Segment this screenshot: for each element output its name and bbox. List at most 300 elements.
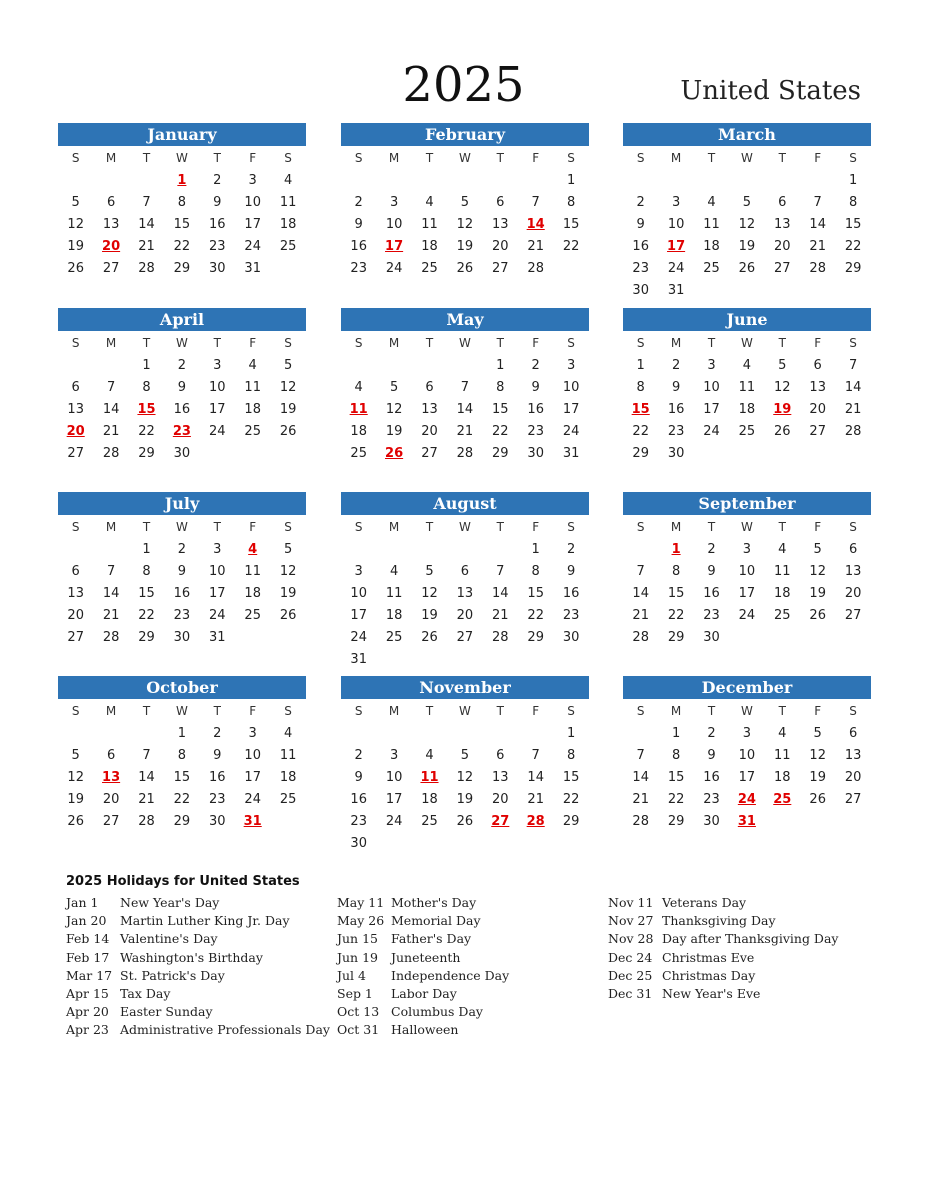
month-december [623, 676, 871, 833]
calendar-day: 6 [106, 195, 116, 210]
calendar-day: 4 [778, 726, 787, 741]
calendar-day: 25 [738, 424, 756, 439]
calendar-day: 31 [667, 283, 685, 298]
holiday-entry-date: Apr 15 [66, 985, 109, 1001]
calendar-day: 12 [774, 380, 791, 395]
calendar-day: 19 [738, 239, 756, 254]
calendar-day: 5 [71, 748, 80, 763]
calendar-day: 28 [527, 261, 544, 276]
week-row [623, 258, 871, 280]
calendar-day: 7 [142, 195, 151, 210]
holiday-entry-date: Jul 4 [337, 967, 366, 983]
calendar-day: 20 [774, 239, 791, 254]
weekday-label: S [636, 704, 645, 718]
calendar-day: 3 [213, 358, 222, 373]
weekday-label: S [71, 520, 80, 534]
calendar-day: 13 [456, 586, 474, 601]
calendar-day: 2 [213, 173, 222, 188]
holiday-entry-date: Jan 1 [66, 895, 99, 910]
calendar-day: 10 [244, 195, 261, 210]
calendar-day: 24 [244, 792, 261, 807]
week-row [341, 583, 589, 605]
calendar-day: 8 [636, 380, 645, 395]
calendar-day: 28 [632, 814, 649, 829]
week-row [58, 767, 306, 789]
weekday-label: M [388, 336, 400, 350]
calendar-day: 3 [354, 564, 363, 579]
calendar-day: 23 [632, 261, 649, 276]
calendar-day: 8 [142, 564, 151, 579]
holiday-entry-date: Oct 13 [337, 1004, 380, 1020]
week-row [623, 280, 871, 302]
calendar-day: 1 [142, 358, 151, 373]
calendar-day: 6 [496, 195, 505, 210]
calendar-day: 16 [209, 217, 226, 232]
weekday-label: S [284, 520, 292, 534]
calendar-day: 22 [527, 608, 544, 623]
holiday-date: 11 [349, 402, 368, 417]
weekday-label: S [71, 704, 80, 718]
calendar-day: 23 [350, 261, 367, 276]
calendar-day: 19 [279, 586, 297, 601]
calendar-day: 10 [738, 748, 756, 763]
weekday-label: M [105, 704, 117, 718]
calendar-day: 27 [102, 261, 120, 276]
calendar-day: 18 [279, 217, 297, 232]
calendar-day: 17 [244, 770, 261, 785]
holiday-date: 19 [773, 402, 792, 417]
holiday-date: 4 [248, 542, 258, 557]
calendar-day: 13 [102, 217, 120, 232]
calendar-day: 10 [703, 380, 720, 395]
calendar-day: 30 [209, 261, 226, 276]
calendar-day: 24 [562, 424, 580, 439]
calendar-day: 1 [496, 358, 505, 373]
holiday-date: 17 [667, 239, 686, 254]
calendar-day: 7 [636, 564, 645, 579]
holiday-date: 20 [66, 424, 85, 439]
week-row [58, 745, 306, 767]
holiday-entry-name: Mother's Day [391, 895, 477, 910]
calendar-day: 30 [703, 814, 720, 829]
month-name: August [341, 492, 589, 515]
calendar-day: 23 [667, 424, 685, 439]
holiday-date: 23 [172, 424, 191, 439]
calendar-day: 7 [460, 380, 470, 395]
weekday-label: M [388, 704, 400, 718]
holiday-entry-name: Labor Day [391, 985, 457, 1001]
weekday-label: W [458, 336, 471, 350]
calendar-day: 3 [671, 195, 681, 210]
calendar-day: 2 [707, 542, 716, 557]
weekday-label: M [670, 151, 682, 165]
calendar-day: 2 [177, 358, 187, 373]
weekday-label: S [567, 704, 575, 718]
calendar-day: 26 [67, 261, 84, 276]
holiday-entry-name: Tax Day [120, 985, 171, 1001]
calendar-day: 14 [632, 770, 649, 785]
calendar-day: 24 [703, 424, 720, 439]
week-row [341, 443, 589, 465]
calendar-day: 29 [173, 261, 191, 276]
calendar-day: 27 [421, 446, 438, 461]
weekday-label: W [175, 336, 188, 350]
week-row [623, 789, 871, 811]
weekday-label: S [71, 336, 80, 350]
calendar-day: 14 [632, 586, 649, 601]
calendar-day: 26 [279, 424, 297, 439]
weekday-label: T [496, 151, 504, 165]
weekday-label: W [740, 520, 753, 534]
calendar-day: 2 [566, 542, 576, 557]
month-september [623, 492, 871, 649]
calendar-day: 24 [385, 261, 403, 276]
calendar-day: 11 [244, 380, 261, 395]
calendar-day: 21 [138, 239, 155, 254]
calendar-day: 20 [456, 608, 474, 623]
calendar-day: 3 [566, 358, 576, 373]
calendar-day: 12 [67, 217, 84, 232]
month-name: February [341, 123, 589, 146]
calendar-day: 13 [67, 586, 84, 601]
calendar-day: 22 [667, 608, 685, 623]
week-row [623, 377, 871, 399]
weekday-header-row [341, 146, 589, 170]
week-row [341, 561, 589, 583]
week-row [623, 745, 871, 767]
calendar-day: 7 [106, 380, 116, 395]
calendar-day: 22 [562, 792, 580, 807]
calendar-day: 12 [67, 770, 84, 785]
calendar-day: 21 [844, 402, 862, 417]
calendar-day: 31 [562, 446, 580, 461]
week-row [623, 355, 871, 377]
week-row [623, 723, 871, 745]
calendar-day: 13 [844, 564, 862, 579]
calendar-day: 21 [527, 239, 544, 254]
calendar-day: 4 [283, 173, 293, 188]
holiday-entry-name: Washington's Birthday [120, 949, 263, 965]
calendar-day: 1 [142, 542, 151, 557]
calendar-year: 2025 [402, 57, 525, 113]
calendar-day: 5 [813, 542, 822, 557]
holiday-entry-date: Apr 20 [66, 1004, 109, 1020]
calendar-day: 30 [703, 630, 720, 645]
weekday-header-row [341, 331, 589, 355]
calendar-day: 16 [632, 239, 649, 254]
holiday-date: 13 [102, 770, 121, 785]
calendar-day: 11 [421, 217, 438, 232]
calendar-day: 20 [102, 792, 120, 807]
calendar-day: 10 [667, 217, 685, 232]
calendar-day: 10 [209, 380, 226, 395]
calendar-day: 28 [102, 630, 120, 645]
calendar-day: 2 [707, 726, 716, 741]
calendar-day: 12 [809, 564, 826, 579]
week-row [58, 811, 306, 833]
calendar-day: 13 [492, 217, 509, 232]
calendar-day: 26 [774, 424, 791, 439]
calendar-day: 24 [209, 424, 226, 439]
calendar-day: 4 [425, 748, 434, 763]
calendar-day: 1 [566, 726, 576, 741]
month-name: September [623, 492, 871, 515]
weekday-label: S [849, 520, 857, 534]
calendar-day: 19 [67, 239, 84, 254]
calendar-day: 29 [667, 630, 685, 645]
weekday-label: F [814, 704, 822, 718]
weekday-label: T [778, 520, 786, 534]
week-row [58, 723, 306, 745]
calendar-day: 24 [244, 239, 261, 254]
calendar-day: 28 [138, 814, 155, 829]
weekday-label: M [105, 151, 117, 165]
calendar-day: 6 [496, 748, 505, 763]
calendar-day: 4 [354, 380, 363, 395]
calendar-day: 6 [813, 358, 822, 373]
week-row [58, 377, 306, 399]
calendar-day: 11 [244, 564, 261, 579]
weekday-label: T [142, 336, 151, 350]
calendar-day: 24 [667, 261, 685, 276]
calendar-day: 8 [848, 195, 858, 210]
weekday-header-row [58, 331, 306, 355]
calendar-day: 23 [173, 608, 191, 623]
calendar-day: 9 [177, 564, 187, 579]
calendar-day: 22 [138, 424, 155, 439]
month-february [341, 123, 589, 280]
weekday-header-row [623, 699, 871, 723]
calendar-day: 7 [848, 358, 858, 373]
holiday-entry-date: May 11 [337, 895, 385, 910]
calendar-day: 25 [279, 239, 297, 254]
calendar-day: 21 [138, 792, 155, 807]
calendar-day: 5 [283, 358, 293, 373]
calendar-day: 4 [425, 195, 434, 210]
weekday-label: T [707, 520, 716, 534]
month-name: October [58, 676, 306, 699]
calendar-day: 4 [707, 195, 716, 210]
weekday-header-row [623, 515, 871, 539]
calendar-day: 13 [421, 402, 438, 417]
weekday-label: S [849, 704, 857, 718]
calendar-day: 6 [778, 195, 787, 210]
holiday-list-title: 2025 Holidays for United States [66, 874, 300, 889]
weekday-label: T [425, 336, 434, 350]
month-july [58, 492, 306, 649]
calendar-day: 17 [738, 770, 756, 785]
holiday-date: 28 [526, 814, 545, 829]
calendar-day: 2 [636, 195, 645, 210]
calendar-day: 28 [138, 261, 155, 276]
week-row [341, 767, 589, 789]
calendar-day: 25 [350, 446, 367, 461]
week-row [58, 192, 306, 214]
calendar-day: 30 [667, 446, 685, 461]
month-november [341, 676, 589, 855]
holiday-entry-name: Administrative Professionals Day [120, 1022, 330, 1038]
weekday-label: T [425, 520, 434, 534]
weekday-label: T [425, 151, 434, 165]
holiday-entry-date: Apr 23 [66, 1022, 109, 1038]
calendar-day: 13 [774, 217, 791, 232]
calendar-day: 3 [707, 358, 716, 373]
week-row [623, 561, 871, 583]
calendar-day: 22 [173, 239, 191, 254]
calendar-day: 9 [177, 380, 187, 395]
calendar-day: 17 [385, 792, 403, 807]
week-row [341, 399, 589, 421]
holiday-entry-name: Valentine's Day [120, 931, 218, 947]
calendar-day: 1 [531, 542, 540, 557]
holiday-entry-date: Dec 24 [608, 949, 653, 965]
weekday-header-row [58, 146, 306, 170]
calendar-day: 7 [813, 195, 822, 210]
weekday-label: T [778, 336, 786, 350]
weekday-label: W [175, 704, 188, 718]
weekday-label: S [71, 151, 80, 165]
week-row [623, 767, 871, 789]
holiday-entry-name: Christmas Day [662, 967, 756, 983]
calendar-day: 24 [385, 814, 403, 829]
calendar-day: 9 [354, 770, 363, 785]
holiday-date: 14 [526, 217, 545, 232]
month-name: November [341, 676, 589, 699]
holiday-entry-name: Memorial Day [391, 913, 481, 929]
calendar-day: 2 [531, 358, 540, 373]
calendar-day: 20 [492, 239, 509, 254]
weekday-label: S [849, 336, 857, 350]
calendar-day: 19 [809, 770, 826, 785]
holiday-date: 27 [491, 814, 510, 829]
weekday-label: T [496, 704, 504, 718]
weekday-label: S [354, 704, 363, 718]
holiday-entry-name: Halloween [391, 1022, 459, 1038]
calendar-day: 27 [67, 446, 84, 461]
calendar-day: 13 [67, 402, 84, 417]
calendar-day: 6 [71, 564, 80, 579]
calendar-day: 27 [809, 424, 826, 439]
weekday-label: F [814, 336, 822, 350]
calendar-day: 12 [279, 564, 297, 579]
holiday-entry-name: St. Patrick's Day [120, 967, 225, 983]
calendar-day: 7 [496, 564, 505, 579]
calendar-day: 21 [632, 792, 649, 807]
calendar-day: 23 [703, 608, 720, 623]
month-october [58, 676, 306, 833]
calendar-day: 1 [671, 726, 681, 741]
calendar-day: 20 [844, 770, 862, 785]
calendar-day: 19 [421, 608, 438, 623]
calendar-day: 19 [456, 239, 474, 254]
calendar-day: 5 [425, 564, 434, 579]
weekday-label: S [284, 336, 292, 350]
calendar-day: 10 [385, 217, 403, 232]
calendar-day: 18 [421, 239, 438, 254]
calendar-day: 8 [531, 564, 540, 579]
month-june [623, 308, 871, 465]
calendar-day: 14 [527, 770, 544, 785]
weekday-header-row [58, 699, 306, 723]
calendar-day: 26 [809, 792, 826, 807]
calendar-day: 1 [636, 358, 645, 373]
calendar-day: 25 [279, 792, 297, 807]
week-row [341, 605, 589, 627]
calendar-day: 16 [527, 402, 544, 417]
calendar-day: 23 [562, 608, 580, 623]
calendar-day: 12 [456, 770, 474, 785]
month-name: April [58, 308, 306, 331]
calendar-day: 16 [667, 402, 685, 417]
calendar-day: 21 [492, 608, 509, 623]
calendar-day: 15 [173, 770, 191, 785]
holiday-date: 15 [631, 402, 650, 417]
calendar-day: 29 [667, 814, 685, 829]
weekday-label: S [849, 151, 857, 165]
calendar-day: 9 [213, 195, 222, 210]
weekday-label: F [249, 704, 257, 718]
week-row [623, 170, 871, 192]
calendar-day: 10 [244, 748, 261, 763]
weekday-label: F [249, 520, 257, 534]
calendar-day: 9 [531, 380, 540, 395]
holiday-date: 20 [102, 239, 121, 254]
week-row [341, 649, 589, 671]
calendar-day: 5 [742, 195, 752, 210]
calendar-day: 9 [636, 217, 645, 232]
weekday-label: T [142, 151, 151, 165]
weekday-label: T [778, 151, 786, 165]
week-row [341, 421, 589, 443]
week-row [341, 627, 589, 649]
calendar-day: 6 [425, 380, 434, 395]
weekday-label: M [670, 704, 682, 718]
week-row [623, 811, 871, 833]
weekday-label: S [636, 336, 645, 350]
calendar-day: 17 [703, 402, 720, 417]
calendar-day: 20 [809, 402, 826, 417]
calendar-day: 18 [738, 402, 756, 417]
week-row [623, 443, 871, 465]
calendar-day: 2 [177, 542, 187, 557]
calendar-day: 10 [562, 380, 580, 395]
week-row [623, 421, 871, 443]
weekday-label: M [670, 520, 682, 534]
holiday-entry-name: Father's Day [391, 931, 472, 947]
month-name: July [58, 492, 306, 515]
calendar-day: 25 [421, 814, 438, 829]
calendar-day: 9 [707, 564, 716, 579]
weekday-label: F [249, 336, 257, 350]
holiday-date: 11 [420, 770, 439, 785]
calendar-day: 15 [562, 770, 580, 785]
weekday-label: F [532, 704, 540, 718]
weekday-header-row [341, 515, 589, 539]
calendar-day: 6 [71, 380, 80, 395]
week-row [341, 258, 589, 280]
calendar-day: 16 [562, 586, 580, 601]
calendar-day: 23 [350, 814, 367, 829]
weekday-label: S [567, 151, 575, 165]
calendar-day: 11 [279, 195, 297, 210]
calendar-day: 4 [742, 358, 752, 373]
week-row [341, 192, 589, 214]
weekday-label: M [105, 336, 117, 350]
calendar-day: 8 [671, 564, 681, 579]
week-row [58, 605, 306, 627]
weekday-label: W [175, 151, 188, 165]
calendar-day: 5 [389, 380, 399, 395]
